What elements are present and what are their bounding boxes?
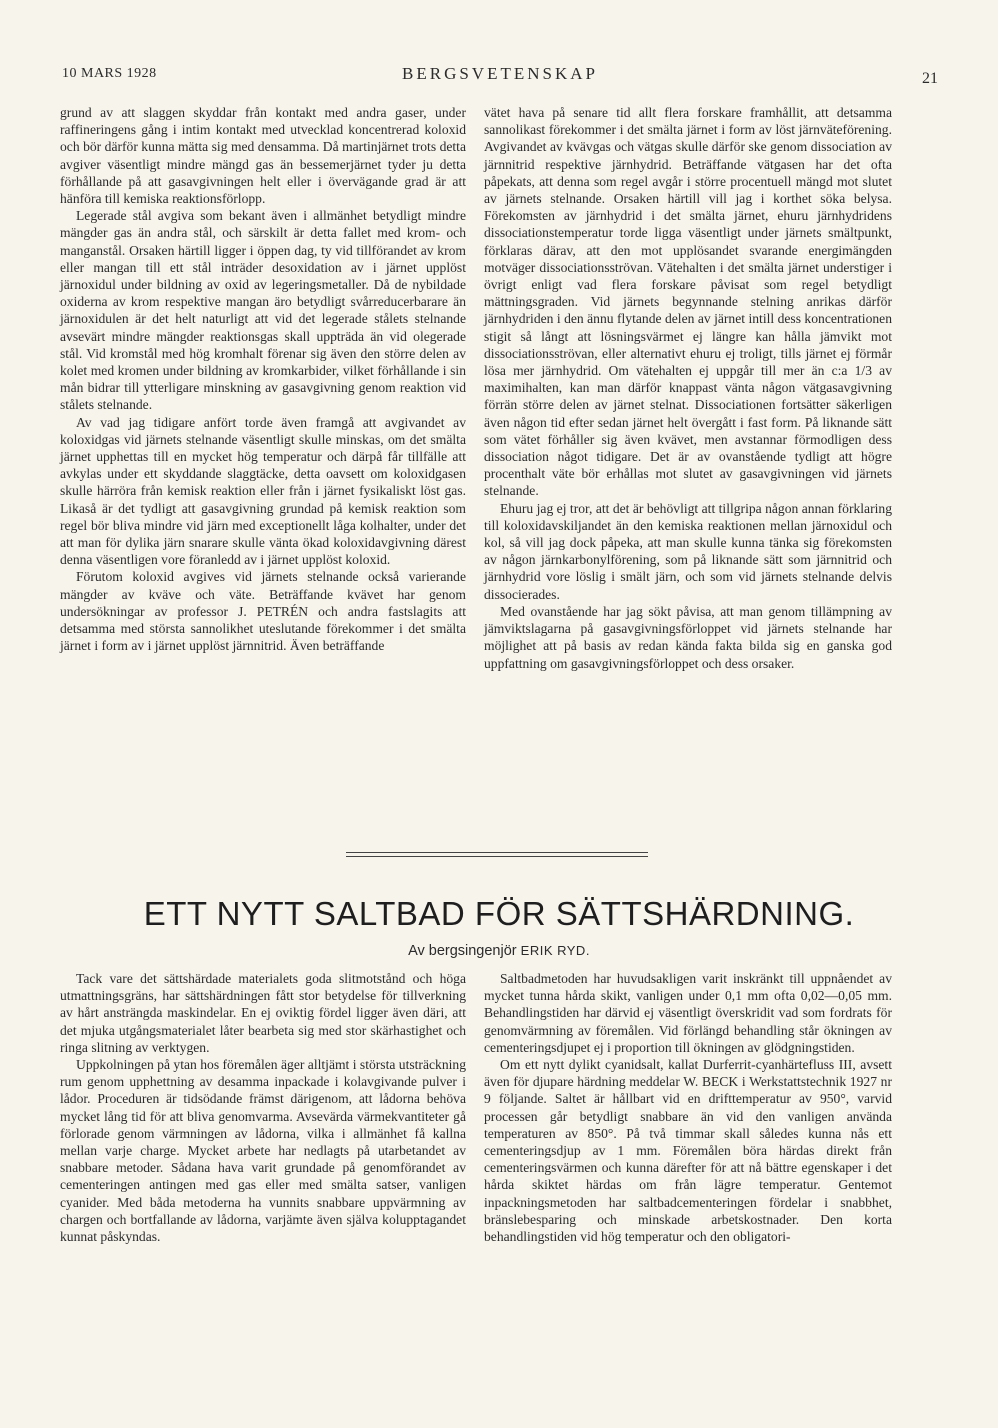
journal-name: BERGSVETENSKAP: [402, 64, 598, 83]
byline-prefix: Av bergsingenjör: [408, 943, 517, 959]
paragraph: Uppkolningen på ytan hos föremålen äger alltjämt i största utsträckning rum genom upphettning av desamma inpackade i kolavgivande pulver i lådor. Proceduren är tidsödande främst därigenom, att lådorna behöva mycket lång tid för att bliva genomvarma. Avsevärda värmekvantiteter gå förlorade genom värmningen av lådorna, vilka i allmänhet få kallna mellan varje charge. Mycket arbete har nedlagts på utarbetandet av snabbare metoder. Sådana hava varit grundade på genomförandet av cementeringen antingen med gas eller med smälta satser, vanligen cyanider. Med båda metoderna ha vunnits snabbare uppvärmning av chargen och bortfallande av lådorna, varjämte även själva kolupptagandet kunnat påskyndas.: [60, 1057, 466, 1245]
article-byline: [60, 943, 938, 959]
paragraph: Om ett nytt dylikt cyanidsalt, kallat Durferrit-cyanhärtefluss III, avsett även för djupare härdning meddelar W. BECK i Werkstattstechnik 1927 nr 9 följande. Saltet är hållbart vid en drifttemperatur av 950°, varvid processen går betydligt snabbare än vid den vanligen använda temperaturen av 850°. På två timmar skall således kunna nås ett cementeringsdjup av 1 mm. Föremålen böra härdas direkt från cementeringsvärmen och kunna därefter för att nå bättre egenskaper i det hårda skiktet härdas om från lägre temperatur. Gentemot inpackningsmetoden har saltbadcementeringen fördelar i snabbhet, bränslebesparing och minskade arbetskostnader. Den korta behandlingstiden vid hög temperatur och den obligatori-: [484, 1057, 892, 1245]
paragraph: Av vad jag tidigare anfört torde även framgå att avgivandet av koloxidgas vid järnets stelnande väsentligt skulle minskas, om det smälta järnet upphettas till en mycket hög temperatur och därpå får tillfälle att avkylas under ett skyddande slaggtäcke, detta oavsett om koloxidgasen skulle härröra från kemisk reaktion eller från i järnet fysikaliskt löst gas. Likaså är det tydligt att gasavgivning grundad på kemisk reaktion som regel bör bliva mindre vid järn med exceptionellt låga kolhalter, under det att man för dylika järn snarare skulle vänta ökad koloxidavgivning därest denna väsentligen vore föranledd av i järnet upplöst koloxid.: [60, 414, 466, 568]
paragraph: Ehuru jag ej tror, att det är behövligt att tillgripa någon annan förklaring till koloxidavskiljandet än den kemiska reaktionen mellan järnoxidul och kol, så vill jag dock påpeka, att man skulle kunna tänka sig förekomsten av någon järnkarbonylförening, som på liknande sätt som järnnitrid och järnhydrid vore löslig i smält järn, och som vid järnets stelnande delvis dissocierades.: [484, 500, 892, 602]
paragraph: grund av att slaggen skyddar från kontakt med andra gaser, under raffineringens gång i intim kontakt med utvecklad koncentrerad koloxid och bör därför kunna mätta sig med densamma. Då martinjärnet trots detta avgiver väsentligt mindre mängd gas än bessemerjärnet tyder ju detta förhållande på att gasavgivningen helt eller i övervägande grad är att hänföra till kemiska reaktionsförlopp.: [60, 105, 466, 207]
author-name: ERIK RYD.: [520, 943, 590, 958]
paragraph: Med ovanstående har jag sökt påvisa, att man genom tillämpning av jämviktslagarna på gasavgivningsförloppet vid järnets stelnande har möjlighet att på basis av redan kända fakta bilda sig en ganska god uppfattning om gasavgivningsförloppet och dess orsaker.: [484, 603, 892, 671]
section-divider: [346, 852, 648, 853]
article-right-column: [484, 970, 892, 1245]
previous-article-left-column: [60, 104, 466, 655]
previous-article-right-column: [484, 104, 892, 672]
paragraph: Saltbadmetoden har huvudsakligen varit inskränkt till uppnåendet av mycket tunna hårda skikt, vanligen under 0,1 mm ofta 0,02—0,05 mm. Behandlingstiden har därvid ej väsentligt överskridit vad som fordrats för genomvärmning av föremålen. Vid förlängd behandling står ökningen av cementeringsdjupet ej i proportion till ökningen av glödgningstiden.: [484, 971, 892, 1055]
page-header: [62, 62, 938, 92]
issue-date: 10 MARS 1928: [62, 66, 157, 81]
paragraph: Legerade stål avgiva som bekant även i allmänhet betydligt mindre mängder gas än andra stål, och särskilt är detta fallet med krom- och manganstål. Orsaken härtill ligger i öppen dag, ty vid tillförandet av krom eller mangan till ett stål inträder desoxidation av i järnet upplöst järnoxidul under bildning av oxid av legeringsmetaller. Då de nybildade oxiderna av krom respektive mangan äro betydligt svårreducerbarare än järnoxidulen är det helt naturligt att vid det legerade stålets stelnande avsevärt mindre mängder reaktionsgas skall uppträda än vid olegerade stål. Vid kromstål med hög kromhalt förenar sig även den större delen av kolet med kromen under bildning av kromkarbider, vilket förhållande i sin mån bidrar till ytterligare minskning av gasavgivning genom reaktion vid stålets stelnande.: [60, 208, 466, 413]
section-divider: [346, 856, 648, 857]
article-left-column: [60, 970, 466, 1245]
paragraph: Förutom koloxid avgives vid järnets stelnande också varierande mängder av kväve och väte. Beträffande kvävet har genom undersökningar av professor J. PETRÉN och andra fastslagits att detsamma med största sannolikhet uteslutande förekommer i det smälta järnet i form av i järnet upplöst järnnitrid. Även beträffande: [60, 569, 466, 654]
page-number: 21: [922, 70, 938, 87]
paragraph: Tack vare det sättshärdade materialets goda slitmotstånd och höga utmattningsgräns, har sättshärdningen fått stor betydelse för tillverkning av hårt ansträngda maskindelar. En ej oviktig fördel ligger även däri, att det mjuka utgångsmaterialet låter bearbeta sig med stor skärhastighet och ringa slitning av verktygen.: [60, 971, 466, 1055]
article-title: ETT NYTT SALTBAD FÖR SÄTTSHÄRDNING.: [143, 895, 855, 932]
paragraph: vätet hava på senare tid allt flera forskare framhållit, att detsamma sannolikast förekommer i det smälta järnet i form av löst järnväteförening. Avgivandet av kvävgas och vätgas skulle därför ske genom dissociation av järnnitrid respektive järnhydrid. Beträffande vätgasen har det ofta påpekats, att denna som regel avgår i större procentuell mängd mot slutet av järnets stelnande. Orsaken härtill vill jag i korthet söka belysa. Förekomsten av järnhydrid i det smälta järnet, ehuru järnhydridens dissociationstemperatur torde ligga väsentligt under järnets smältpunkt, förklaras därav, att den mot upplösandet svarande energimängden motväger dissociationsströvan. Vätehalten i det smälta järnet understiger i övrigt enligt vad flera forskare påvisat som regel betydligt mättningsgraden. Vid järnets begynnande stelning anrikas därför järnhydriden i den ännu flytande delen av järnet intill dess koncentrationen stigit så långt att lösningsvärmet ej längre kan hålla jämvikt mot dissociationsströvan, eller alternativt ehuru ej troligt, tills järnet ej förmår lösa mer järnhydrid. Om vätehalten ej uppgår till mer än c:a 1/3 av maximihalten, kan man därför knappast vänta någon vätgasavgivning förrän större delen av järnet stelnat. Dissociationen fortsätter säkerligen även någon tid efter sedan järnet helt övergått i fast form. På liknande sätt som vätet förhåller sig även kvävet, men avstannar förmodligen dess dissociation något tidigare. Det är av ovanstående tydligt att högre procenthalt väte bör erhållas mot slutet av gasavgivningen vid järnets stelnande.: [484, 105, 892, 499]
